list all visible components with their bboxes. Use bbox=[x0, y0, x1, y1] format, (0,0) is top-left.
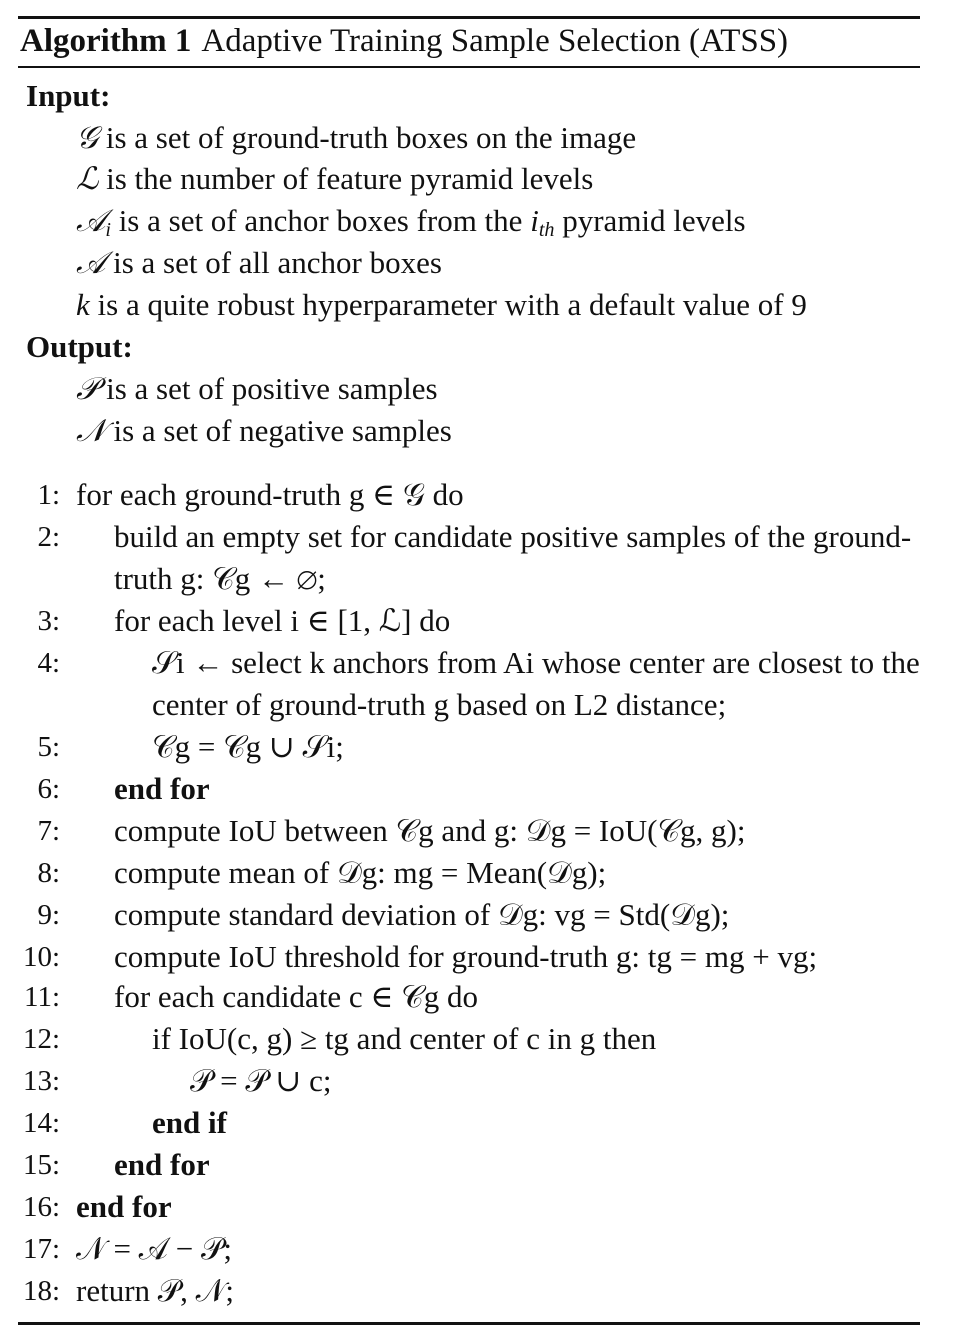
bottom-rule bbox=[18, 1322, 920, 1325]
line-number: 16: bbox=[22, 1191, 60, 1223]
code-line: end if bbox=[152, 1105, 227, 1140]
line-number: 6: bbox=[37, 773, 60, 805]
code-line: build an empty set for candidate positive samples of the ground-truth g: 𝒞g ← ∅; bbox=[114, 519, 912, 596]
code-line: compute standard deviation of 𝒟g: vg = Std(𝒟g); bbox=[114, 897, 730, 932]
algorithm-caption bbox=[20, 17, 788, 65]
caption-rule bbox=[18, 66, 920, 68]
code-line: for each ground-truth g ∈ 𝒢 do bbox=[76, 477, 464, 512]
code-line: for each level i ∈ [1, ℒ] do bbox=[114, 603, 451, 638]
line-number: 13: bbox=[22, 1065, 60, 1097]
line-number: 14: bbox=[22, 1107, 60, 1139]
output-heading: Output: bbox=[26, 329, 133, 364]
input-item: ℒ is the number of feature pyramid levels bbox=[76, 161, 594, 197]
input-item: 𝒜$_i$ is a set of anchor boxes from the $i_{th}$ pyramid levels bbox=[76, 203, 746, 242]
code-line: 𝒩 = 𝒜 − 𝒫; bbox=[76, 1231, 232, 1266]
code-line: return 𝒫, 𝒩; bbox=[76, 1273, 234, 1308]
code-line: end for bbox=[114, 1147, 210, 1182]
algorithm-label: Algorithm 1 bbox=[20, 23, 192, 59]
code-line: if IoU(c, g) ≥ tg and center of c in g then bbox=[152, 1021, 657, 1056]
code-line: end for bbox=[76, 1189, 172, 1224]
input-item: 𝒢 is a set of ground-truth boxes on the image bbox=[76, 120, 637, 156]
input-heading: Input: bbox=[26, 78, 111, 113]
line-number: 4: bbox=[37, 647, 60, 679]
line-number: 18: bbox=[22, 1275, 60, 1307]
line-number: 10: bbox=[22, 941, 60, 973]
line-number: 17: bbox=[22, 1233, 60, 1265]
code-line: end for bbox=[114, 771, 210, 806]
line-number: 2: bbox=[37, 521, 60, 553]
line-number: 12: bbox=[22, 1023, 60, 1055]
line-number: 5: bbox=[37, 731, 60, 763]
input-item: 𝒜 is a set of all anchor boxes bbox=[76, 245, 442, 281]
output-item: 𝒩 is a set of negative samples bbox=[76, 413, 452, 449]
code-line: 𝒫 = 𝒫 ∪ c; bbox=[190, 1063, 332, 1098]
code-line: for each candidate c ∈ 𝒞g do bbox=[114, 979, 478, 1014]
line-number: 8: bbox=[37, 857, 60, 889]
code-line: 𝒞g = 𝒞g ∪ 𝒮i; bbox=[152, 729, 344, 764]
code-line: 𝒮i ← select k anchors from Ai whose center are closest to the center of ground-truth g based on L2 distance; bbox=[152, 645, 920, 722]
code-line: compute mean of 𝒟g: mg = Mean(𝒟g); bbox=[114, 855, 607, 890]
line-number: 15: bbox=[22, 1149, 60, 1181]
code-line: compute IoU between 𝒞g and g: 𝒟g = IoU(𝒞g, g); bbox=[114, 813, 746, 848]
algorithm-title: Adaptive Training Sample Selection (ATSS) bbox=[201, 23, 789, 59]
line-number: 1: bbox=[37, 479, 60, 511]
code-line: compute IoU threshold for ground-truth g: tg = mg + vg; bbox=[114, 939, 818, 974]
line-number: 11: bbox=[24, 981, 60, 1013]
line-number: 3: bbox=[37, 605, 60, 637]
line-number: 7: bbox=[37, 815, 60, 847]
input-item: k is a quite robust hyperparameter with a default value of 9 bbox=[76, 287, 807, 322]
line-number: 9: bbox=[37, 899, 60, 931]
output-item: 𝒫 is a set of positive samples bbox=[76, 371, 438, 407]
